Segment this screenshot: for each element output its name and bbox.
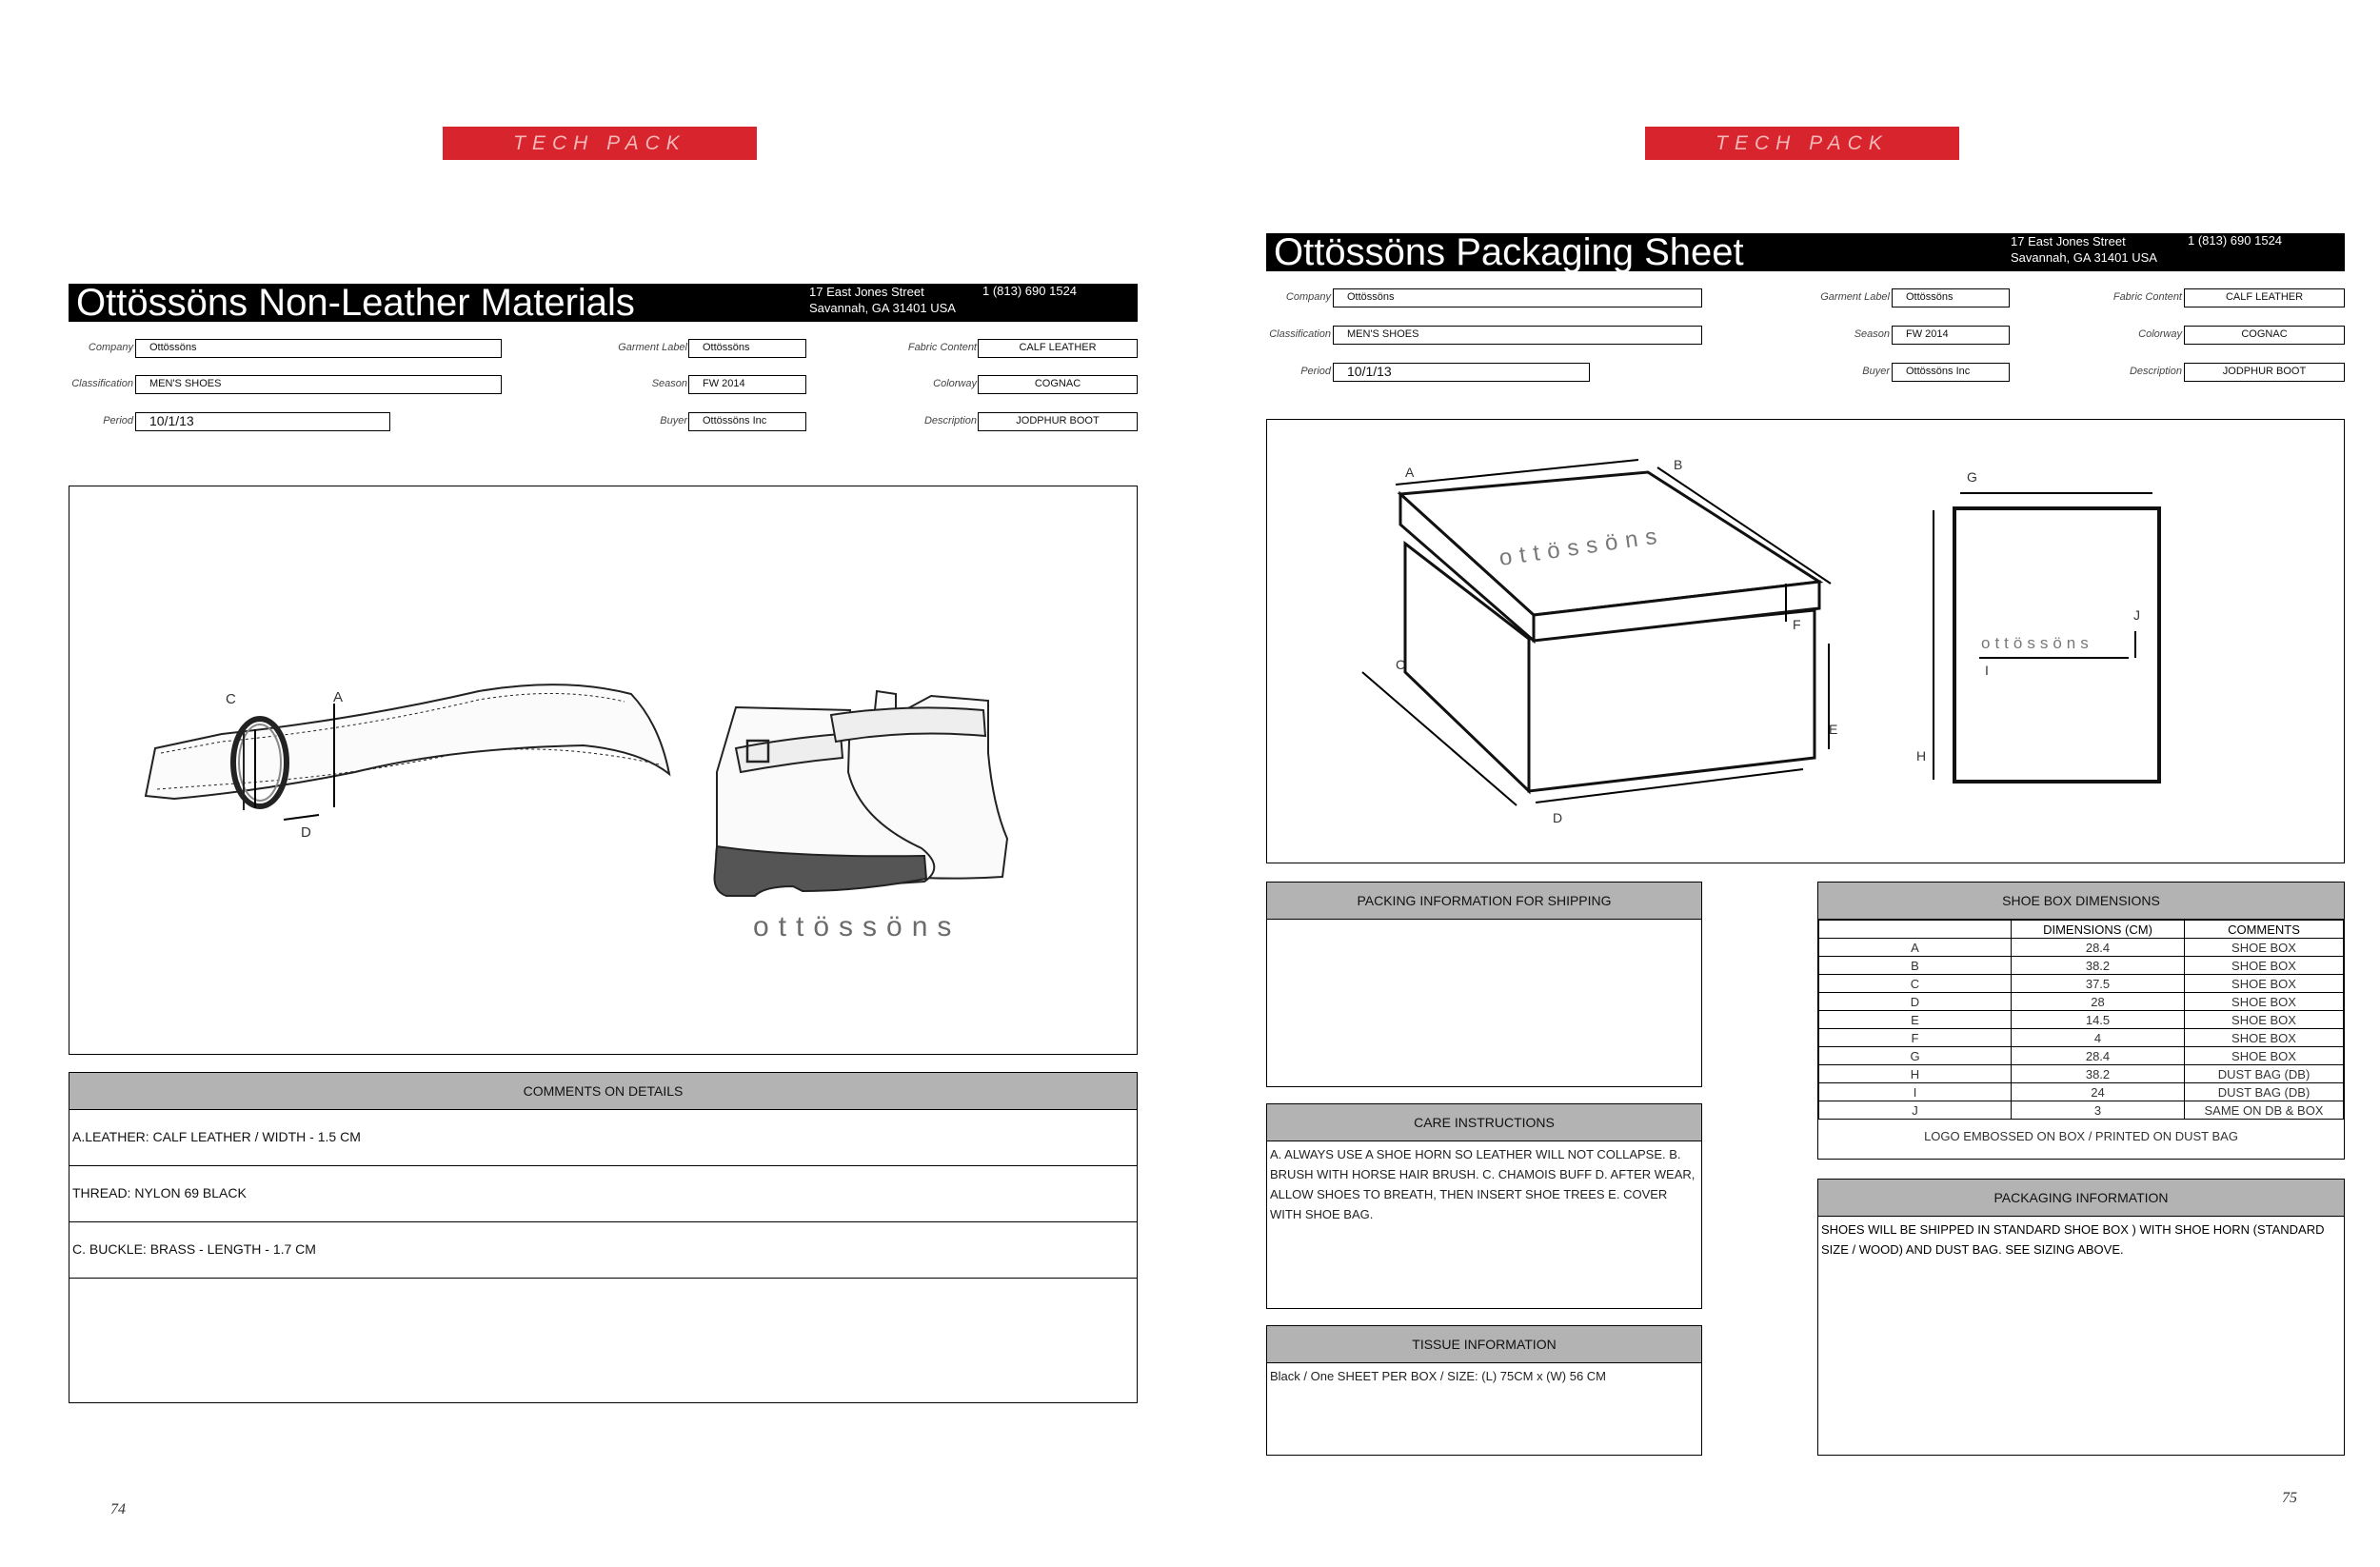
- table-row: [1819, 975, 2344, 993]
- shoe-box-dimensions-title: SHOE BOX DIMENSIONS: [1818, 883, 2344, 920]
- phone: 1 (813) 690 1524: [982, 284, 1078, 298]
- label-c: C: [226, 691, 236, 707]
- season-label: Season: [651, 378, 687, 389]
- cell-comment: DUST BAG (DB): [2185, 1083, 2344, 1101]
- table-row: [1819, 1101, 2344, 1120]
- fabric-content-label: Fabric Content: [907, 342, 977, 353]
- description-field: JODPHUR BOOT: [978, 412, 1138, 431]
- cell-comment: SAME ON DB & BOX: [2185, 1101, 2344, 1120]
- cell-dim: 38.2: [2012, 1065, 2185, 1083]
- garment-label-field: Ottössöns: [1892, 288, 2010, 307]
- period-label: Period: [103, 415, 133, 426]
- care-instructions-panel: [1266, 1103, 1702, 1309]
- left-title-bar: [69, 284, 1138, 322]
- classification-label: Classification: [71, 378, 133, 389]
- table-row: [1819, 1029, 2344, 1047]
- cell-dim: 24: [2012, 1083, 2185, 1101]
- tech-pack-tab-left: TECH PACK: [443, 127, 757, 160]
- classification-label: Classification: [1269, 328, 1331, 340]
- cell-dim: 28.4: [2012, 1047, 2185, 1065]
- company-field: Ottössöns: [1333, 288, 1702, 307]
- label-a: A: [333, 689, 344, 705]
- fabric-content-field: CALF LEATHER: [978, 339, 1138, 358]
- packing-info-title: PACKING INFORMATION FOR SHIPPING: [1267, 883, 1701, 920]
- label-h: H: [1916, 748, 1927, 764]
- address: 17 East Jones Street Savannah, GA 31401 USA: [809, 285, 956, 315]
- comments-table: [69, 1072, 1138, 1403]
- period-field: 10/1/13: [135, 412, 390, 431]
- table-row: [1819, 993, 2344, 1011]
- dust-bag-logo: ottössöns: [1981, 634, 2093, 652]
- page-number-left: 74: [110, 1501, 126, 1517]
- right-title-bar: [1266, 233, 2345, 271]
- cell-key: C: [1819, 975, 2012, 993]
- cell-comment: SHOE BOX: [2185, 1029, 2344, 1047]
- box-sketch-frame: [1266, 419, 2345, 863]
- cell-dim: 38.2: [2012, 957, 2185, 975]
- table-row: [1819, 1047, 2344, 1065]
- comment-row: A.LEATHER: CALF LEATHER / WIDTH - 1.5 CM: [69, 1110, 1137, 1166]
- label-i: I: [1985, 663, 1989, 678]
- cell-key: B: [1819, 957, 2012, 975]
- table-row: [1819, 957, 2344, 975]
- cell-comment: SHOE BOX: [2185, 1047, 2344, 1065]
- table-row: [1819, 939, 2344, 957]
- tissue-info-panel: [1266, 1325, 1702, 1456]
- dimensions-table: [1818, 920, 2344, 1120]
- cell-dim: 3: [2012, 1101, 2185, 1120]
- header-dimensions: DIMENSIONS (CM): [2012, 921, 2185, 939]
- tech-pack-tab-right: TECH PACK: [1645, 127, 1959, 160]
- cell-comment: SHOE BOX: [2185, 939, 2344, 957]
- company-field: Ottössöns: [135, 339, 502, 358]
- cell-dim: 28: [2012, 993, 2185, 1011]
- packaging-info-title: PACKAGING INFORMATION: [1818, 1180, 2344, 1217]
- company-label: Company: [1285, 291, 1331, 303]
- box-logo: ottössöns: [1497, 522, 1666, 571]
- buyer-field: Ottössöns Inc: [1892, 363, 2010, 382]
- colorway-field: COGNAC: [978, 375, 1138, 394]
- description-field: JODPHUR BOOT: [2184, 363, 2345, 382]
- page-title: Ottössöns Non-Leather Materials: [76, 282, 635, 324]
- table-row: [1819, 1083, 2344, 1101]
- colorway-field: COGNAC: [2184, 326, 2345, 345]
- label-f: F: [1793, 617, 1801, 632]
- dimensions-note: LOGO EMBOSSED ON BOX / PRINTED ON DUST BAG: [1924, 1129, 2238, 1143]
- label-d: D: [301, 824, 311, 841]
- period-field: 10/1/13: [1333, 363, 1590, 382]
- packaging-info-text: SHOES WILL BE SHIPPED IN STANDARD SHOE BOX ) WITH SHOE HORN (STANDARD SIZE / WOOD) AND DUST BAG. SEE SIZING ABOVE.: [1821, 1222, 2325, 1257]
- comment-row: C. BUCKLE: BRASS - LENGTH - 1.7 CM: [69, 1222, 1137, 1279]
- care-instructions-title: CARE INSTRUCTIONS: [1267, 1104, 1701, 1141]
- care-instructions-text: A. ALWAYS USE A SHOE HORN SO LEATHER WILL NOT COLLAPSE. B. BRUSH WITH HORSE HAIR BRUSH. C. CHAMOIS BUFF D. AFTER WEAR, ALLOW SHOES TO BREATH, THEN INSERT SHOE TREES E. COVER WITH SHOE BAG.: [1270, 1147, 1696, 1221]
- season-field: FW 2014: [1892, 326, 2010, 345]
- classification-field: MEN'S SHOES: [1333, 326, 1702, 345]
- cell-comment: DUST BAG (DB): [2185, 1065, 2344, 1083]
- cell-key: E: [1819, 1011, 2012, 1029]
- cell-dim: 37.5: [2012, 975, 2185, 993]
- cell-comment: SHOE BOX: [2185, 993, 2344, 1011]
- cell-dim: 14.5: [2012, 1011, 2185, 1029]
- colorway-label: Colorway: [933, 378, 977, 389]
- cell-comment: SHOE BOX: [2185, 957, 2344, 975]
- comment-row: THREAD: NYLON 69 BLACK: [69, 1166, 1137, 1222]
- packing-info-panel: [1266, 882, 1702, 1087]
- description-label: Description: [923, 415, 977, 426]
- buyer-label: Buyer: [1862, 366, 1890, 377]
- buyer-label: Buyer: [660, 415, 687, 426]
- description-label: Description: [2129, 366, 2182, 377]
- classification-field: MEN'S SHOES: [135, 375, 502, 394]
- cell-key: H: [1819, 1065, 2012, 1083]
- phone: 1 (813) 690 1524: [2188, 233, 2283, 248]
- label-g: G: [1967, 469, 1977, 485]
- buyer-field: Ottössöns Inc: [688, 412, 806, 431]
- cell-key: D: [1819, 993, 2012, 1011]
- brand-logo: ottössöns: [753, 911, 962, 942]
- shoe-box-dimensions-panel: [1817, 882, 2345, 1160]
- label-b: B: [1674, 457, 1683, 472]
- season-label: Season: [1854, 328, 1890, 340]
- cell-key: F: [1819, 1029, 2012, 1047]
- label-a: A: [1405, 465, 1415, 480]
- label-d: D: [1553, 810, 1563, 825]
- cell-key: J: [1819, 1101, 2012, 1120]
- strap-and-boot-sketch: [69, 486, 1136, 1053]
- boot-illustration: [715, 691, 1008, 896]
- strap-illustration: [146, 684, 669, 799]
- label-c: C: [1396, 657, 1406, 672]
- cell-dim: 4: [2012, 1029, 2185, 1047]
- page-number-right: 75: [2282, 1490, 2297, 1506]
- address: 17 East Jones Street Savannah, GA 31401 USA: [2011, 234, 2157, 265]
- cell-dim: 28.4: [2012, 939, 2185, 957]
- garment-label-field: Ottössöns: [688, 339, 806, 358]
- cell-key: A: [1819, 939, 2012, 957]
- cell-key: G: [1819, 1047, 2012, 1065]
- table-row: [1819, 1065, 2344, 1083]
- fabric-content-label: Fabric Content: [2112, 291, 2182, 303]
- comments-title: COMMENTS ON DETAILS: [69, 1073, 1137, 1110]
- garment-label-label: Garment Label: [1820, 291, 1890, 303]
- period-label: Period: [1300, 366, 1331, 377]
- cell-comment: SHOE BOX: [2185, 975, 2344, 993]
- garment-label-label: Garment Label: [618, 342, 687, 353]
- table-header-row: [1819, 921, 2344, 939]
- tissue-info-text: Black / One SHEET PER BOX / SIZE: (L) 75CM x (W) 56 CM: [1270, 1369, 1607, 1383]
- shoe-box-illustration: [1400, 472, 1819, 791]
- label-j: J: [2133, 607, 2140, 623]
- packaging-info-panel: [1817, 1179, 2345, 1456]
- company-label: Company: [88, 342, 133, 353]
- page-title: Ottössöns Packaging Sheet: [1274, 231, 1744, 273]
- cell-key: I: [1819, 1083, 2012, 1101]
- shoe-box-sketch: [1267, 420, 2343, 862]
- season-field: FW 2014: [688, 375, 806, 394]
- sketch-frame: [69, 486, 1138, 1055]
- table-row: [1819, 1011, 2344, 1029]
- tissue-info-title: TISSUE INFORMATION: [1267, 1326, 1701, 1363]
- header-comments: COMMENTS: [2185, 921, 2344, 939]
- fabric-content-field: CALF LEATHER: [2184, 288, 2345, 307]
- colorway-label: Colorway: [2138, 328, 2182, 340]
- cell-comment: SHOE BOX: [2185, 1011, 2344, 1029]
- label-e: E: [1829, 722, 1838, 737]
